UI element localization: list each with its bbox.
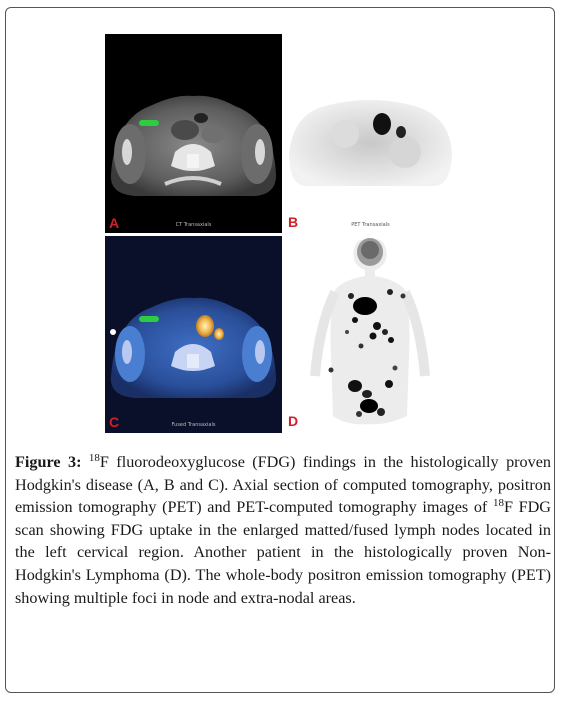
ct-axial-scan (105, 34, 282, 233)
figure-label: Figure 3: (15, 453, 82, 471)
caption-text-part-1: F fluorodeoxyglucose (FDG) findings in the histologically proven Hodgkin's disease (A, B and C). Axial section of computed tomography, positron emission tomography (PET) and PET-computed tomography images of (15, 453, 552, 517)
panel-caption-c: Fused Transaxials (171, 422, 216, 428)
panel-d-whole-body-pet (285, 236, 456, 433)
figure-caption (15, 451, 551, 609)
isotope-superscript-1: 18 (88, 452, 100, 464)
panel-label-a: A (109, 215, 120, 231)
panel-a-ct-image (105, 34, 282, 233)
panel-label-d: D (288, 413, 299, 429)
fused-axial-scan (105, 236, 282, 433)
panel-caption-a: CT Transaxials (175, 222, 212, 228)
isotope-superscript-2: 18 (492, 497, 504, 510)
panel-b-pet-image (285, 34, 456, 233)
panel-caption-b: PET Transaxials (351, 222, 390, 228)
panel-label-c: C (109, 414, 120, 430)
panel-label-b: B (288, 214, 299, 230)
caption-text-part-2: F FDG scan showing FDG uptake in the enlarged matted/fused lymph nodes located in the left cervical region. Another patient in the histologically proven Non-Hodgkin's Lymphoma (D). The whole-body positron emission tomography (PET) showing multiple foci in node and extra-nodal areas. (15, 498, 552, 607)
pet-axial-scan (285, 34, 456, 233)
whole-body-pet-scan (285, 236, 456, 433)
panel-c-fused-image (105, 236, 282, 433)
